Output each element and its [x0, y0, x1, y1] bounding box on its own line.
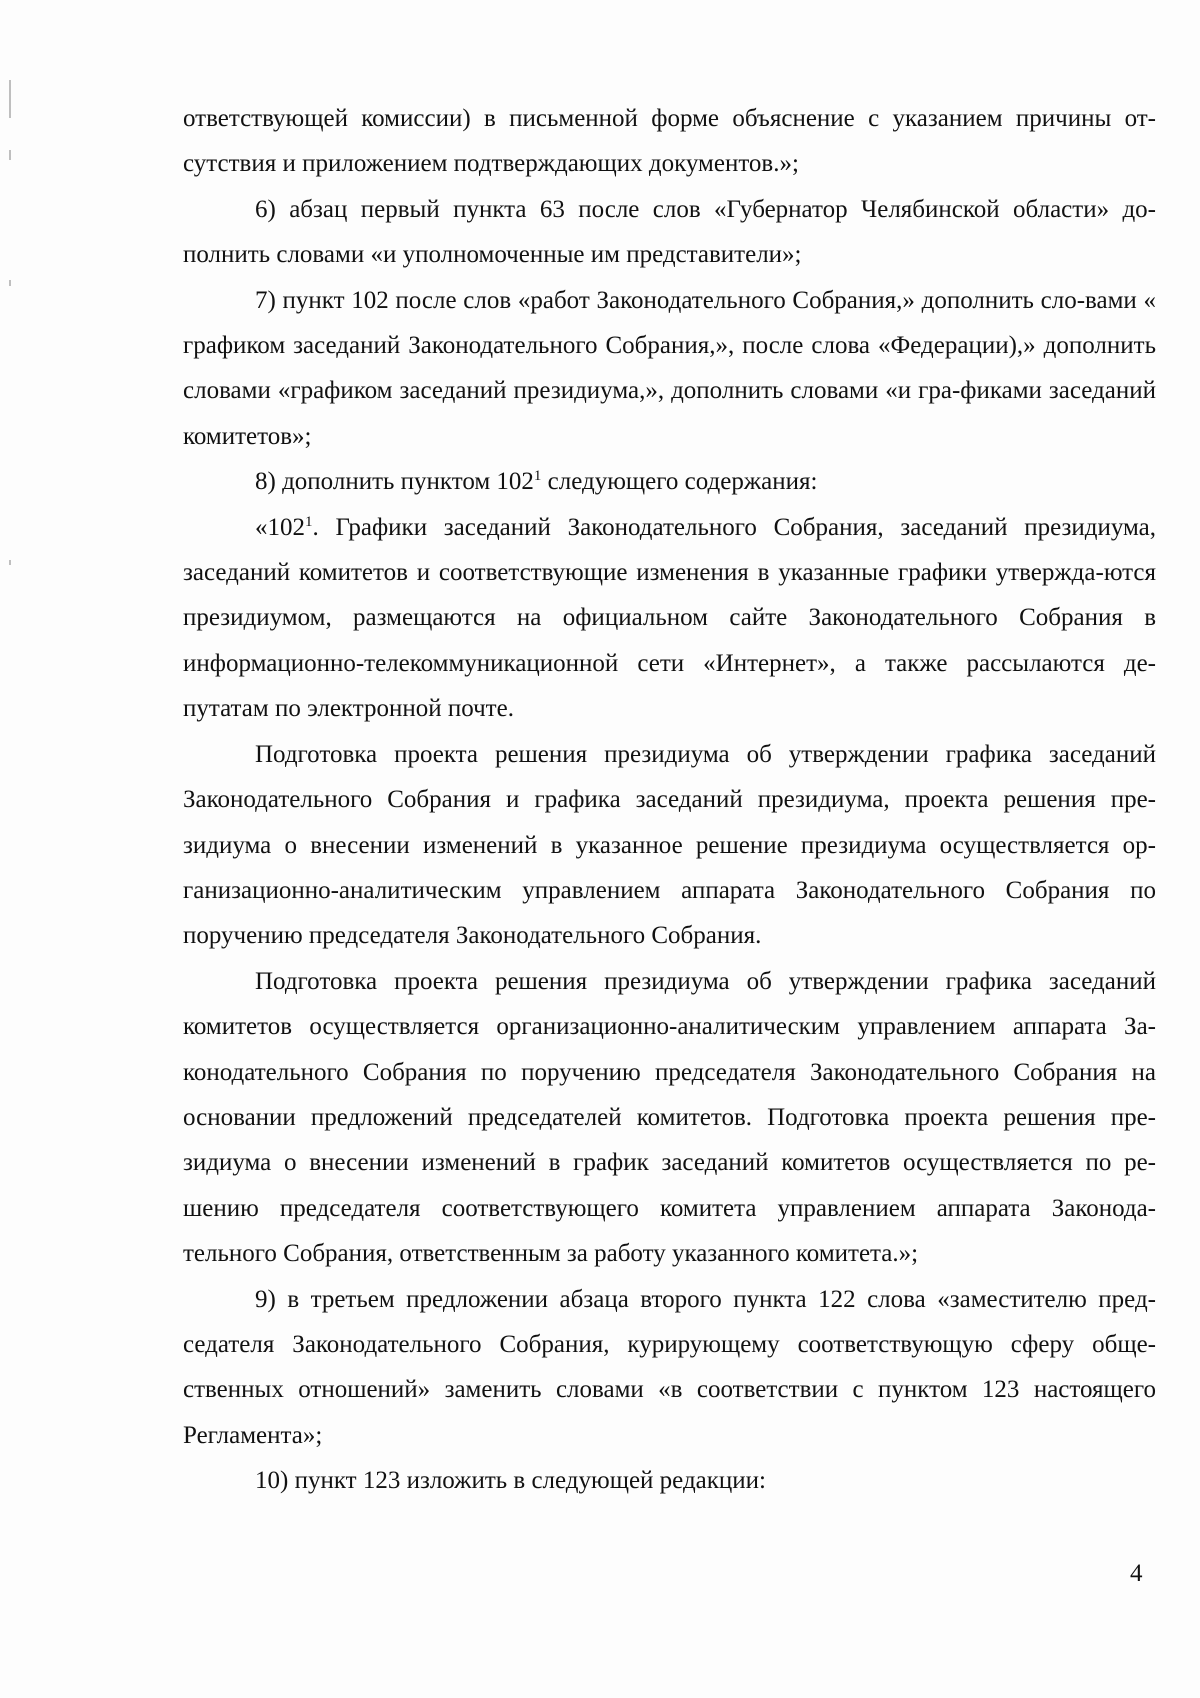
- paragraph-item-8: [183, 459, 1156, 504]
- scan-edge-mark: [9, 80, 11, 118]
- scan-edge-mark: [9, 150, 11, 160]
- paragraph-point-102-1-start: «102: [255, 513, 305, 541]
- scan-edge-mark: [9, 280, 11, 286]
- paragraph-point-102-1: [183, 505, 1156, 732]
- paragraph-item-8-text-end: следующего содержания:: [541, 468, 818, 496]
- document-body: [183, 96, 1156, 1504]
- scan-edge-mark: [9, 560, 11, 565]
- superscript: 1: [533, 468, 542, 485]
- paragraph-item-7: 7) пункт 102 после слов «работ Законодательного Собрания,» дополнить сло-вами « графиком заседаний Законодательного Собрания,», после слова «Федерации),» дополнить словами «графиком заседаний президиума,», дополнить словами «и гра-фиками заседаний комитетов»;: [183, 286, 1156, 450]
- paragraph-item-9: 9) в третьем предложении абзаца второго пункта 122 слова «заместителю пред-седателя Законодательного Собрания, курирующему соответствующую сферу обще-ственных отношений» заменить словами «в соответствии с пунктом 123 настоящего Регламента»;: [183, 1285, 1156, 1449]
- paragraph-item-8-text: 8) дополнить пунктом 102: [255, 468, 534, 496]
- paragraph-point-102-1-text: . Графики заседаний Законодательного Собрания, заседаний президиума, заседаний комитетов и соответствующие изменения в указанные графики утвержда-ются президиумом, размещаются на официальном сайте Законодательного Собрания в информационно-телекоммуникационной сети «Интернет», а также рассылаются де-путатам по электронной почте.: [183, 513, 1156, 723]
- paragraph-item-6: 6) абзац первый пункта 63 после слов «Губернатор Челябинской области» до-полнить словами «и уполномоченные им представители»;: [183, 195, 1156, 269]
- paragraph-preparation-2: Подготовка проекта решения президиума об утверждении графика заседаний комитетов осуществляется организационно-аналитическим управлением аппарата За-конодательного Собрания по поручению председателя Законодательного Собрания на основании предложений председателей комитетов. Подготовка проекта решения пре-зидиума о внесении изменений в график заседаний комитетов осуществляется по ре-шению председателя соответствующего комитета управлением аппарата Законода-тельного Собрания, ответственным за работу указанного комитета.»;: [183, 967, 1156, 1268]
- paragraph-preparation-1: Подготовка проекта решения президиума об утверждении графика заседаний Законодательного Собрания и графика заседаний президиума, проекта решения пре-зидиума о внесении изменений в указанное решение президиума осуществляется ор-ганизационно-аналитическим управлением аппарата Законодательного Собрания по поручению председателя Законодательного Собрания.: [183, 740, 1156, 950]
- paragraph-continuation: ответствующей комиссии) в письменной форме объяснение с указанием причины от-сутствия и приложением подтверждающих документов.»;: [183, 105, 1156, 178]
- paragraph-item-10: 10) пункт 123 изложить в следующей редакции:: [255, 1467, 766, 1495]
- page-number: 4: [1130, 1560, 1143, 1587]
- superscript: 1: [305, 513, 313, 530]
